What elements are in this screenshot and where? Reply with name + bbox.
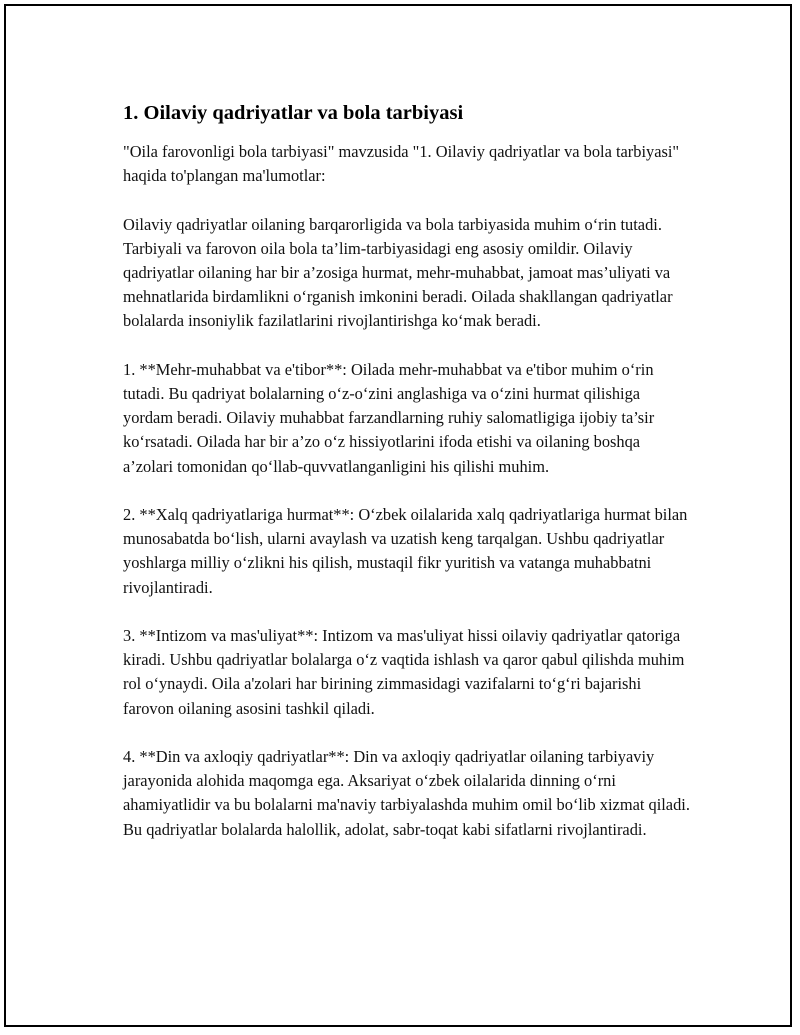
- body-paragraph-item-4: 4. **Din va axloqiy qadriyatlar**: Din va axloqiy qadriyatlar oilaning tarbiyaviy jarayonida alohida maqomga ega. Aksariyat o‘zbek oilalarida dinning o‘rni ahamiyatlidir va bu bolalarni ma'naviy tarbiyalashda muhim omil bo‘lib xizmat qiladi. Bu qadriyatlar bolalarda halollik, adolat, sabr-toqat kabi sifatlarni rivojlantiradi.: [123, 747, 690, 839]
- body-paragraph-item-1: 1. **Mehr-muhabbat va e'tibor**: Oilada mehr-muhabbat va e'tibor muhim o‘rin tutadi. Bu qadriyat bolalarning o‘z-o‘zini anglashiga va o‘zini hurmat qilishiga yordam beradi. Oilaviy muhabbat farzandlarning ruhiy salomatligiga ijobiy ta’sir ko‘rsatadi. Oilada har bir a’zo o‘z hissiyotlarini ifoda etishi va oilaning boshqa a’zolari tomonidan qo‘llab-quvvatlanganligini his qilishi muhim.: [123, 359, 655, 476]
- intro-paragraph: "Oila farovonligi bola tarbiyasi" mavzusida "1. Oilaviy qadriyatlar va bola tarbiyasi" haqida to'plangan ma'lumotlar:: [123, 142, 680, 186]
- body-paragraph-item-3: 3. **Intizom va mas'uliyat**: Intizom va mas'uliyat hissi oilaviy qadriyatlar qatoriga kiradi. Ushbu qadriyatlar bolalarga o‘z vaqtida ishlash va qaror qabul qilishda muhim rol o‘ynaydi. Oila a'zolari har birining zimmasidagi vazifalarni to‘g‘ri bajarishi farovon oilaning asosini tashkil qiladi.: [123, 626, 685, 718]
- document-body: [123, 100, 691, 866]
- body-paragraph-overview: Oilaviy qadriyatlar oilaning barqarorligida va bola tarbiyasida muhim o‘rin tutadi. Tarbiyali va farovon oila bola ta’lim-tarbiyasidagi eng asosiy omildir. Oilaviy qadriyatlar oilaning har bir a’zosiga hurmat, mehr-muhabbat, jamoat mas’uliyati va mehnatlarida birdamlikni o‘rganish imkonini beradi. Oilada shakllangan qadriyatlar bolalarda insoniylik fazilatlarini rivojlantirishga ko‘mak beradi.: [123, 214, 673, 331]
- page-title: 1. Oilaviy qadriyatlar va bola tarbiyasi: [123, 102, 464, 124]
- body-paragraph-item-2: 2. **Xalq qadriyatlariga hurmat**: O‘zbek oilalarida xalq qadriyatlariga hurmat bilan munosabatda bo‘lish, ularni avaylash va uzatish keng tarqalgan. Ushbu qadriyatlar yoshlarga milliy o‘zlikni his qilish, mustaqil fikr yuritish va vatanga muhabbatni rivojlantiradi.: [123, 505, 688, 597]
- page-frame: [4, 4, 792, 1027]
